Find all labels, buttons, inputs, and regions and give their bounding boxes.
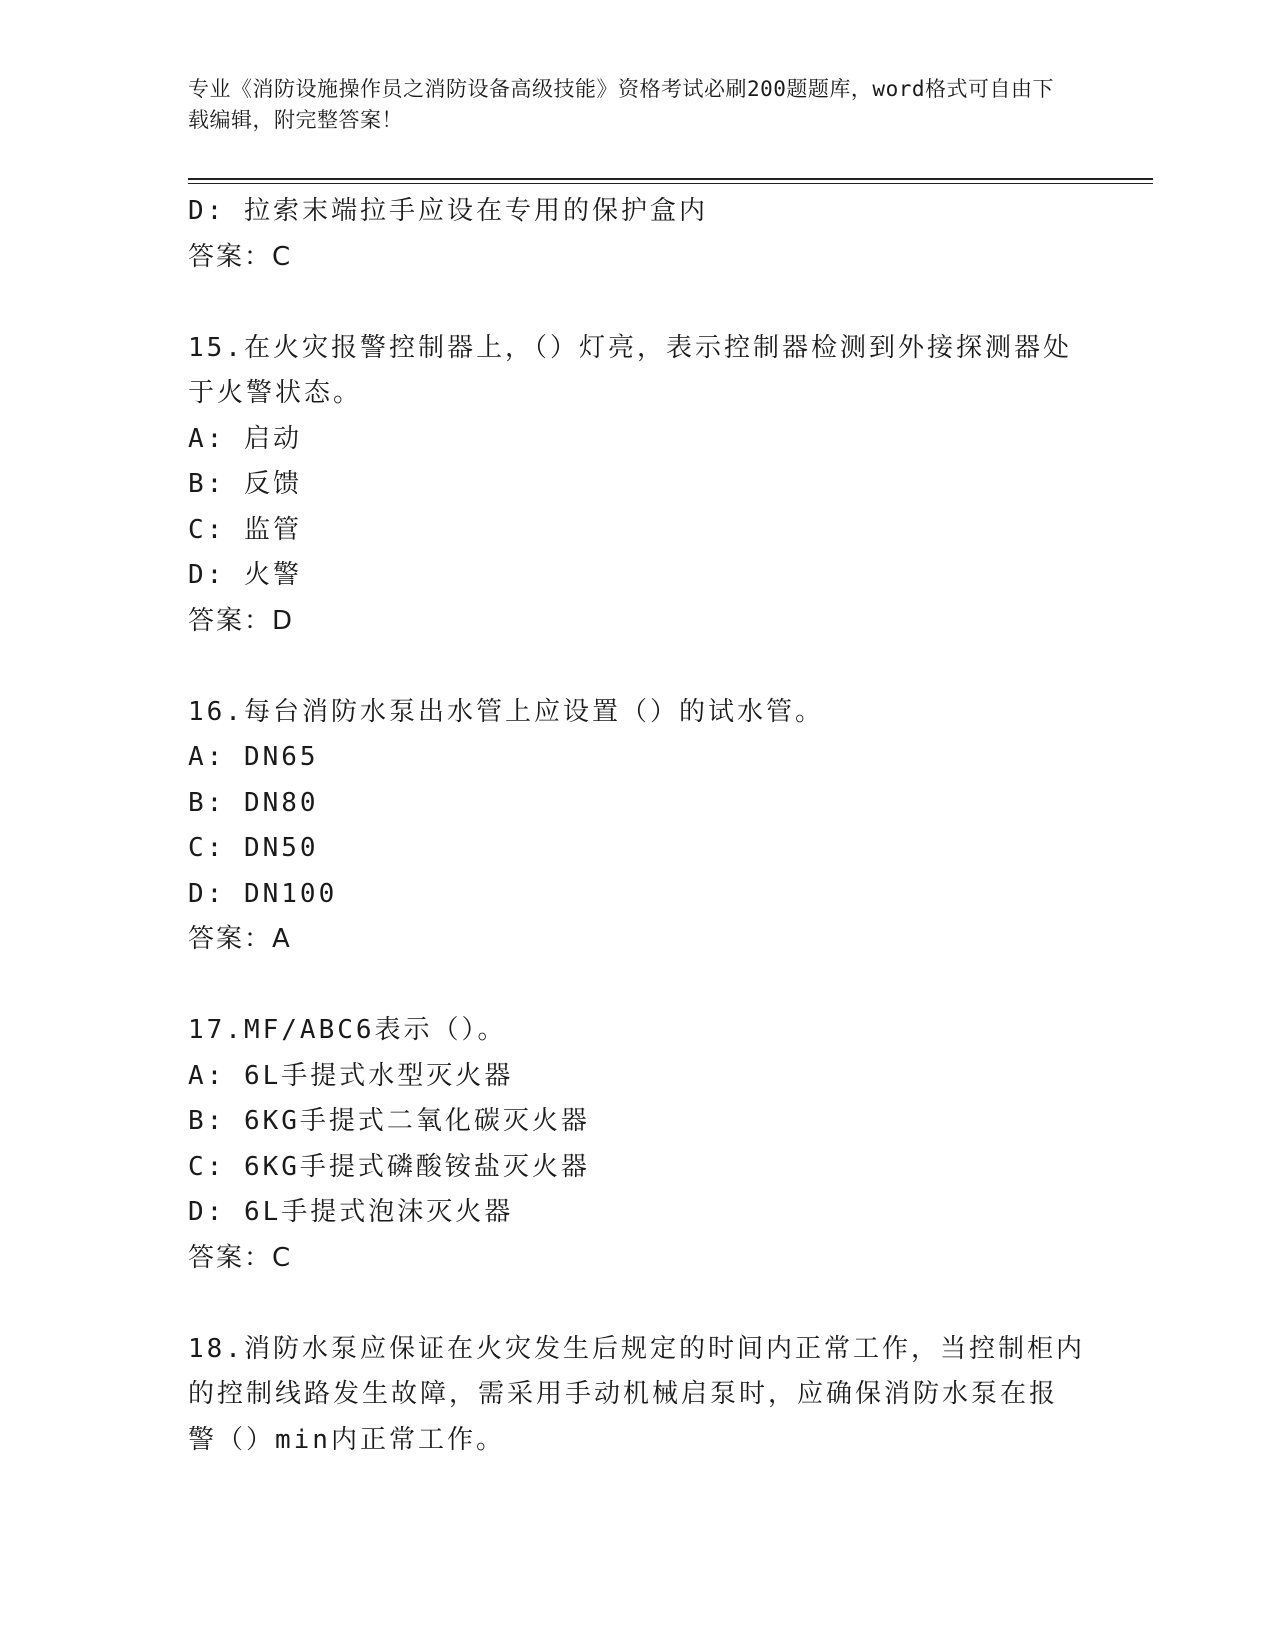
question-text: 警（）min内正常工作。 [188,1424,505,1455]
question-15 [188,326,1088,645]
question-17 [188,1008,1088,1281]
option-a: A: 启动 [188,423,302,454]
document-header: 专业《消防设施操作员之消防设备高级技能》资格考试必刷200题题库，word格式可自由下载编辑，附完整答案！ [188,77,1054,132]
answer: 答案：A [188,924,292,954]
option-d: D: 6L手提式泡沫灭火器 [188,1197,514,1227]
header-divider-bottom [188,183,1153,184]
option-c: C: DN50 [188,833,319,863]
option-a: A: DN65 [188,742,319,772]
option-c: C: 监管 [188,514,302,545]
option-c: C: 6KG手提式磷酸铵盐灭火器 [188,1151,590,1182]
option-d: D: 拉索末端拉手应设在专用的保护盒内 [188,196,708,226]
option-a: A: 6L手提式水型灭火器 [188,1060,514,1091]
question-text: 于火警状态。 [188,378,363,408]
question-18 [188,1327,1088,1464]
question-16 [188,690,1088,963]
option-b: B: DN80 [188,787,319,818]
answer: 答案：C [188,241,293,272]
option-d: D: 火警 [188,560,302,590]
question-text: 18.消防水泵应保证在火灾发生后规定的时间内正常工作，当控制柜内 [188,1333,1085,1364]
question-text: 17.MF/ABC6表示（）。 [188,1015,507,1045]
answer: 答案：D [188,605,295,636]
question-text: 16.每台消防水泵出水管上应设置（）的试水管。 [188,696,824,727]
option-b: B: 反馈 [188,469,302,499]
question-text: 的控制线路发生故障，需采用手动机械启泵时，应确保消防水泵在报 [188,1379,1059,1409]
option-d: D: DN100 [188,878,338,909]
option-b: B: 6KG手提式二氧化碳灭火器 [188,1106,590,1136]
question-content [188,189,1088,1463]
header-divider-top [188,178,1153,180]
answer: 答案：C [188,1242,293,1273]
question-text: 15.在火灾报警控制器上，（）灯亮，表示控制器检测到外接探测器处 [188,332,1072,363]
